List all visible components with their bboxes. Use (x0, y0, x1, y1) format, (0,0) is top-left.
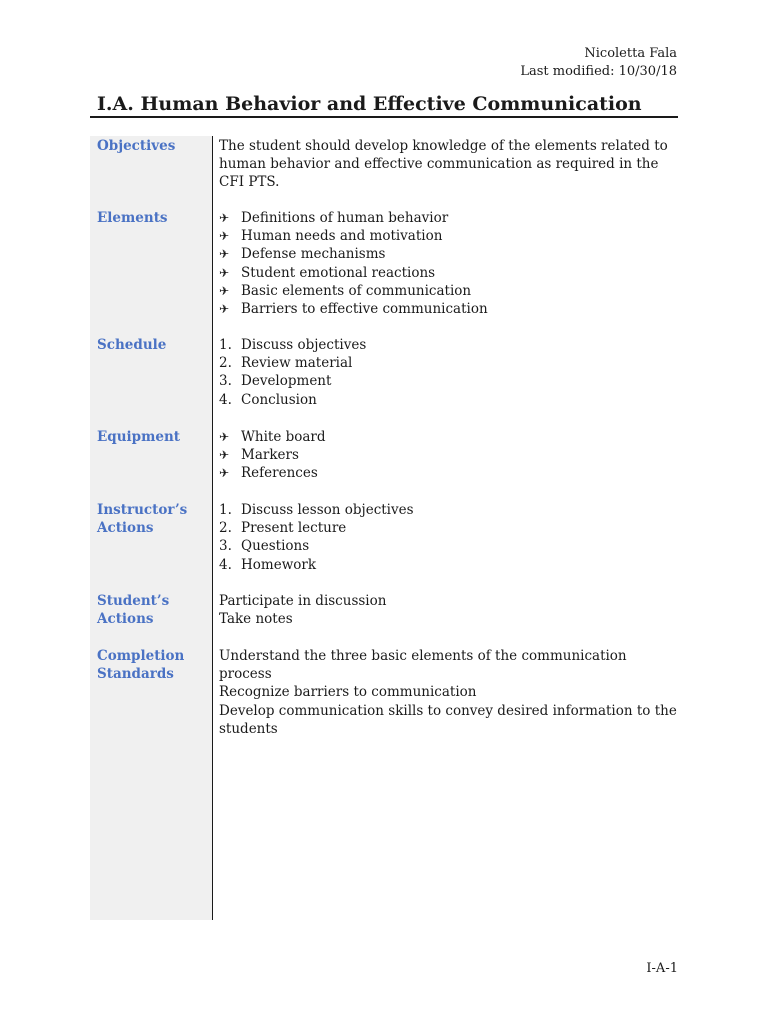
list-item (219, 556, 679, 574)
objectives-content (219, 137, 679, 192)
text-line: Participate in discussion (219, 593, 387, 609)
list-item (219, 519, 679, 537)
label-line: Actions (97, 611, 154, 627)
objectives-text: The student should develop knowledge of the elements related to human behavior and effective communication as required in the CFI PTS. (219, 138, 668, 191)
airplane-icon: ✈ (219, 229, 230, 244)
airplane-icon: ✈ (219, 466, 230, 481)
list-item (219, 372, 679, 390)
list-item-text: Discuss lesson objectives (241, 502, 414, 518)
list-number: 2. (219, 520, 232, 537)
schedule-label: Schedule (97, 337, 167, 353)
completion-standards-label (97, 647, 209, 683)
instructors-actions-content (219, 501, 679, 574)
list-item (219, 264, 679, 282)
title-rule (90, 116, 678, 118)
list-item (219, 501, 679, 519)
list-item (219, 464, 679, 482)
label-line: Standards (97, 666, 174, 682)
list-item-text: Barriers to effective communication (241, 301, 488, 318)
list-item-text: Conclusion (241, 391, 317, 408)
list-item-text: Present lecture (241, 520, 347, 537)
list-number: 4. (219, 556, 232, 573)
instructors-actions-label (97, 501, 209, 537)
author-name: Nicoletta Fala (584, 46, 677, 61)
text-line: Understand the three basic elements of the communication process (219, 648, 627, 683)
airplane-icon: ✈ (219, 211, 230, 225)
list-item (219, 428, 679, 446)
list-number: 3. (219, 373, 232, 390)
list-item (219, 336, 679, 354)
list-item-text: Defense mechanisms (241, 246, 386, 263)
objectives-label: Objectives (97, 138, 176, 154)
airplane-icon: ✈ (219, 247, 230, 262)
list-item-text: Development (241, 373, 332, 390)
label-line: Student’s (97, 593, 170, 609)
list-item-text: References (241, 465, 318, 482)
equipment-list (219, 428, 679, 483)
list-item (219, 446, 679, 464)
list-item-text: Questions (241, 538, 310, 555)
elements-list (219, 209, 679, 318)
schedule-content (219, 336, 679, 409)
document-title: I.A. Human Behavior and Effective Communication (97, 93, 642, 115)
list-item (219, 282, 679, 300)
list-number: 1. (219, 502, 232, 518)
list-item (219, 209, 679, 227)
text-line: Take notes (219, 611, 293, 628)
label-line: Instructor’s (97, 502, 188, 518)
list-number: 4. (219, 391, 232, 408)
list-item (219, 227, 679, 245)
list-item-text: Basic elements of communication (241, 282, 472, 299)
airplane-icon: ✈ (219, 430, 230, 444)
list-item-text: White board (241, 429, 326, 445)
completion-standards-content (219, 647, 679, 738)
airplane-icon: ✈ (219, 448, 230, 463)
students-actions-label (97, 592, 209, 628)
airplane-icon: ✈ (219, 302, 230, 317)
elements-label: Elements (97, 210, 168, 226)
document-header (520, 45, 677, 81)
equipment-content (219, 428, 679, 483)
equipment-label: Equipment (97, 429, 181, 445)
list-item-text: Student emotional reactions (241, 264, 436, 281)
students-actions-content (219, 592, 679, 628)
label-line: Actions (97, 520, 154, 536)
list-item-text: Review material (241, 355, 353, 372)
airplane-icon: ✈ (219, 265, 230, 280)
list-item (219, 300, 679, 318)
list-item (219, 354, 679, 372)
list-item-text: Discuss objectives (241, 337, 367, 353)
label-line: Completion (97, 648, 185, 664)
list-number: 1. (219, 337, 232, 353)
column-divider (212, 136, 213, 920)
text-line: Recognize barriers to communication (219, 684, 477, 701)
list-item-text: Markers (241, 447, 299, 464)
list-number: 3. (219, 538, 232, 555)
list-number: 2. (219, 355, 232, 372)
last-modified: Last modified: 10/30/18 (520, 64, 677, 79)
elements-content (219, 209, 679, 318)
list-item-text: Homework (241, 556, 317, 573)
instructors-actions-list (219, 501, 679, 574)
list-item (219, 245, 679, 263)
airplane-icon: ✈ (219, 283, 230, 298)
list-item-text: Human needs and motivation (241, 228, 443, 245)
page-number: I-A-1 (646, 961, 678, 976)
text-line: Develop communication skills to convey desired information to the students (219, 702, 677, 737)
schedule-list (219, 336, 679, 409)
list-item-text: Definitions of human behavior (241, 210, 449, 226)
list-item (219, 391, 679, 409)
list-item (219, 537, 679, 555)
